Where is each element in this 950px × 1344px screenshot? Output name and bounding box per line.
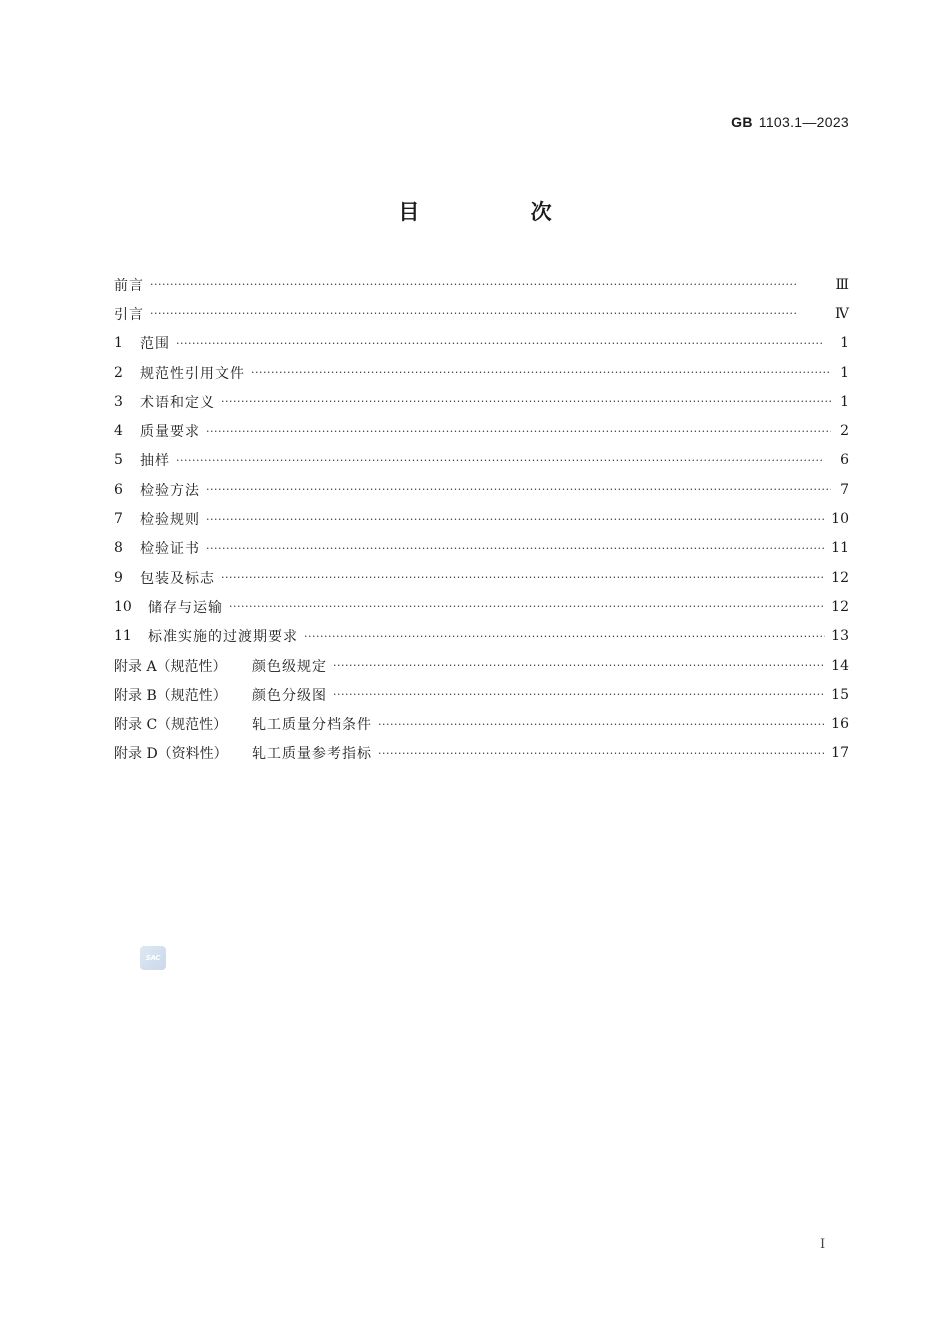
toc-entry-number: 7 xyxy=(114,511,123,528)
toc-leader-dots xyxy=(176,337,831,350)
toc-entry-label: 前言 xyxy=(114,277,144,294)
toc-entry-number: 11 xyxy=(114,628,132,645)
toc-entry-annex-c[interactable] xyxy=(114,709,849,738)
page-title: 目 次 xyxy=(398,200,604,224)
toc-leader-dots xyxy=(221,395,831,408)
toc-leader-dots xyxy=(150,278,829,291)
toc-leader-dots xyxy=(221,571,825,584)
toc-entry-label: 规范性引用文件 xyxy=(140,365,245,382)
toc-leader-dots xyxy=(378,718,825,731)
toc-entry-number: 8 xyxy=(114,540,123,557)
toc-entry-annex-d[interactable] xyxy=(114,739,849,768)
sac-watermark-logo: SAC xyxy=(140,946,166,970)
toc-entry-number: 5 xyxy=(114,452,123,469)
toc-entry-page: Ⅳ xyxy=(835,305,849,322)
toc-entry-number: 附录 C（规范性） xyxy=(114,717,228,734)
toc-entry-inspection-certificate[interactable] xyxy=(114,534,849,563)
page-folio: Ⅰ xyxy=(820,1237,826,1252)
toc-entry-page: 10 xyxy=(831,511,849,528)
toc-entry-page: 13 xyxy=(831,628,849,645)
toc-entry-label: 质量要求 xyxy=(140,424,200,441)
toc-entry-page: 2 xyxy=(840,423,849,440)
toc-entry-page: 14 xyxy=(831,657,849,674)
toc-leader-dots xyxy=(206,425,831,438)
standard-prefix: GB xyxy=(731,114,753,130)
toc-entry-label: 检验规则 xyxy=(140,512,200,529)
toc-leader-dots xyxy=(176,454,831,467)
toc-leader-dots xyxy=(378,747,825,760)
toc-leader-dots xyxy=(304,630,825,643)
toc-entry-transition[interactable] xyxy=(114,622,849,651)
standard-number xyxy=(731,114,849,130)
toc-entry-page: 1 xyxy=(840,335,849,352)
toc-entry-quality-requirements[interactable] xyxy=(114,416,849,445)
toc-leader-dots xyxy=(206,483,831,496)
toc-entry-page: 15 xyxy=(831,686,849,703)
toc-entry-number: 附录 A（规范性） xyxy=(114,658,227,675)
toc-entry-number: 10 xyxy=(114,598,132,615)
toc-entry-number: 4 xyxy=(114,423,123,440)
toc-entry-label: 术语和定义 xyxy=(140,394,215,411)
toc-entry-number: 附录 B（规范性） xyxy=(114,687,227,704)
toc-entry-page: 1 xyxy=(840,393,849,410)
toc-entry-number: 3 xyxy=(114,393,123,410)
toc-leader-dots xyxy=(206,513,825,526)
toc-entry-label: 标准实施的过渡期要求 xyxy=(148,629,298,646)
toc-entry-page: 11 xyxy=(831,540,849,557)
toc-entry-storage[interactable] xyxy=(114,592,849,621)
toc-entry-page: 7 xyxy=(840,481,849,498)
toc-entry-page: 6 xyxy=(840,452,849,469)
toc-entry-normative-references[interactable] xyxy=(114,358,849,387)
toc-leader-dots xyxy=(229,600,825,613)
toc-entry-page: 16 xyxy=(831,716,849,733)
toc-entry-sampling[interactable] xyxy=(114,446,849,475)
toc-leader-dots xyxy=(251,366,831,379)
toc-entry-label: 颜色级规定 xyxy=(252,658,327,675)
toc-leader-dots xyxy=(333,688,825,701)
toc-entry-inspection-rules[interactable] xyxy=(114,504,849,533)
toc-entry-page: 17 xyxy=(831,745,849,762)
toc-entry-label: 轧工质量参考指标 xyxy=(252,746,372,763)
toc-entry-page: 12 xyxy=(831,569,849,586)
toc-entry-annex-b[interactable] xyxy=(114,680,849,709)
toc-entry-annex-a[interactable] xyxy=(114,651,849,680)
toc-entry-label: 引言 xyxy=(114,306,144,323)
toc-entry-terms[interactable] xyxy=(114,387,849,416)
toc-leader-dots xyxy=(333,659,825,672)
toc-entry-introduction[interactable] xyxy=(114,299,849,328)
toc-entry-foreword[interactable] xyxy=(114,270,849,299)
toc-leader-dots xyxy=(150,307,829,320)
toc-entry-label: 包装及标志 xyxy=(140,570,215,587)
toc-entry-number: 1 xyxy=(114,335,123,352)
toc-entry-label: 储存与运输 xyxy=(148,599,223,616)
toc-entry-label: 检验方法 xyxy=(140,482,200,499)
toc-entry-number: 6 xyxy=(114,481,123,498)
toc-entry-label: 轧工质量分档条件 xyxy=(252,717,372,734)
toc-entry-number: 9 xyxy=(114,569,123,586)
toc-entry-label: 检验证书 xyxy=(140,541,200,558)
toc-entry-label: 颜色分级图 xyxy=(252,687,327,704)
toc-entry-page: Ⅲ xyxy=(835,276,849,293)
toc-entry-label: 抽样 xyxy=(140,453,170,470)
toc-entry-packaging[interactable] xyxy=(114,563,849,592)
toc-entry-scope[interactable] xyxy=(114,329,849,358)
toc-entry-page: 1 xyxy=(840,364,849,381)
standard-code: 1103.1—2023 xyxy=(758,114,849,130)
toc-entry-test-methods[interactable] xyxy=(114,475,849,504)
toc-entry-number: 附录 D（资料性） xyxy=(114,746,228,763)
toc-entry-label: 范围 xyxy=(140,336,170,353)
toc-leader-dots xyxy=(206,542,825,555)
toc-entry-page: 12 xyxy=(831,598,849,615)
toc-entry-number: 2 xyxy=(114,364,123,381)
table-of-contents xyxy=(114,270,849,768)
